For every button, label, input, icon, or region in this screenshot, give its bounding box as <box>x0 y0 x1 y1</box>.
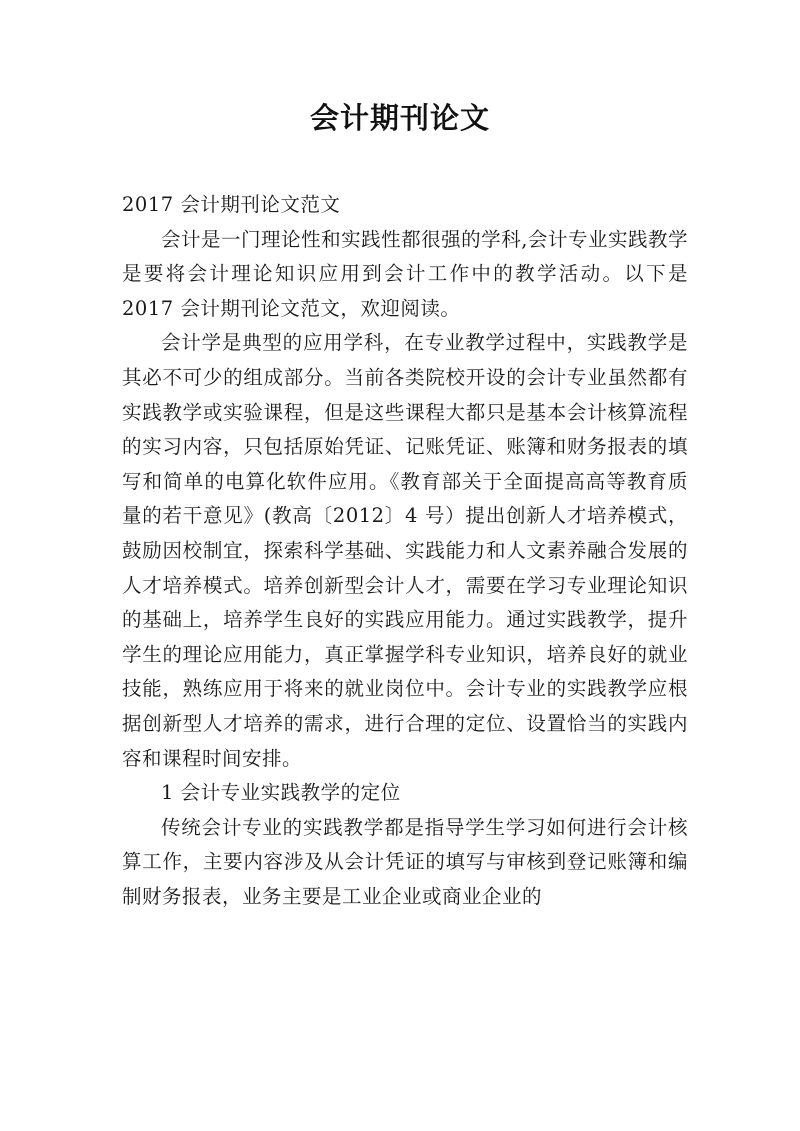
document-subtitle: 2017 会计期刊论文范文 <box>122 193 341 216</box>
document-title: 会计期刊论文 <box>309 101 490 135</box>
paragraph-intro: 会计是一门理论性和实践性都很强的学科,会计专业实践教学是要将会计理论知识应用到会计工作中的教学活动。以下是 2017 会计期刊论文范文，欢迎阅读。 <box>122 227 688 320</box>
document-body <box>122 188 688 914</box>
section-heading: 1 会计专业实践教学的定位 <box>161 781 401 805</box>
paragraph-main: 会计学是典型的应用学科，在专业教学过程中，实践教学是其必不可少的组成部分。当前各类院校开设的会计专业虽然都有实践教学或实验课程，但是这些课程大都只是基本会计核算流程的实习内容，只包括原始凭证、记账凭证、账簿和财务报表的填写和简单的电算化软件应用。《教育部关于全面提高高等教育质量的若干意见》(教高〔2012〕4 号）提出创新人才培养模式，鼓励因校制宜，探索科学基础、实践能力和人文素养融合发展的人才培养模式。培养创新型会计人才，需要在学习专业理论知识的基础上，培养学生良好的实践应用能力。通过实践教学，提升学生的理论应用能力，真正掌握学科专业知识，培养良好的就业技能，熟练应用于将来的就业岗位中。会计专业的实践教学应根据创新型人才培养的需求，进行合理的定位、设置恰当的实践内容和课程时间安排。 <box>122 331 688 770</box>
paragraph-section: 传统会计专业的实践教学都是指导学生学习如何进行会计核算工作，主要内容涉及从会计凭证的填写与审核到登记账簿和编制财务报表，业务主要是工业企业或商业企业的 <box>122 815 688 908</box>
